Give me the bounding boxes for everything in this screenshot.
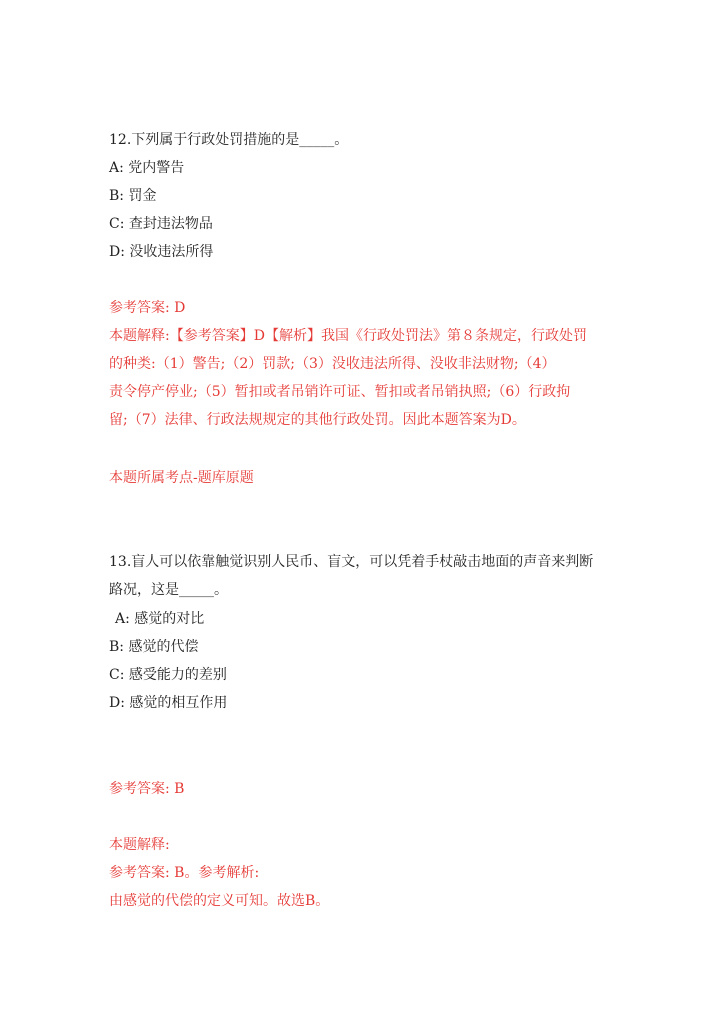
- q12-option-a: A: 党内警告: [109, 160, 185, 176]
- q12-explanation-line: 留;（7）法律、行政法规规定的其他行政处罚。因此本题答案为D。: [109, 412, 526, 428]
- q13-answer: 参考答案: B: [109, 781, 185, 797]
- q12-source-tag: 本题所属考点-题库原题: [109, 470, 254, 486]
- q12-option-c: C: 查封违法物品: [109, 216, 213, 232]
- q12-explanation-line: 的种类:（1）警告;（2）罚款;（3）没收违法所得、没收非法财物;（4）: [109, 356, 556, 372]
- q13-option-a: A: 感觉的对比: [115, 611, 205, 627]
- q13-explanation-heading: 本题解释:: [109, 837, 170, 853]
- question-12-text: 12.下列属于行政处罚措施的是_____。: [109, 132, 349, 148]
- q13-option-b: B: 感觉的代偿: [109, 639, 199, 655]
- q12-explanation-line: 责令停产停业;（5）暂扣或者吊销许可证、暂扣或者吊销执照;（6）行政拘: [109, 384, 571, 400]
- q13-option-d: D: 感觉的相互作用: [109, 695, 228, 711]
- q12-option-b: B: 罚金: [109, 188, 157, 204]
- q12-answer: 参考答案: D: [109, 300, 186, 316]
- q12-explanation-line: 本题解释:【参考答案】D【解析】我国《行政处罚法》第８条规定，行政处罚: [109, 328, 587, 344]
- question-13-text: 13.盲人可以依靠触觉识别人民币、盲文，可以凭着手杖敲击地面的声音来判断: [109, 554, 594, 570]
- q13-explanation-body: 由感觉的代偿的定义可知。故选B。: [109, 893, 330, 909]
- q12-option-d: D: 没收违法所得: [109, 244, 214, 260]
- question-13-text-cont: 路况，这是_____。: [109, 582, 228, 598]
- q13-option-c: C: 感受能力的差别: [109, 667, 227, 683]
- q13-explanation-ref: 参考答案: B。参考解析:: [109, 865, 260, 881]
